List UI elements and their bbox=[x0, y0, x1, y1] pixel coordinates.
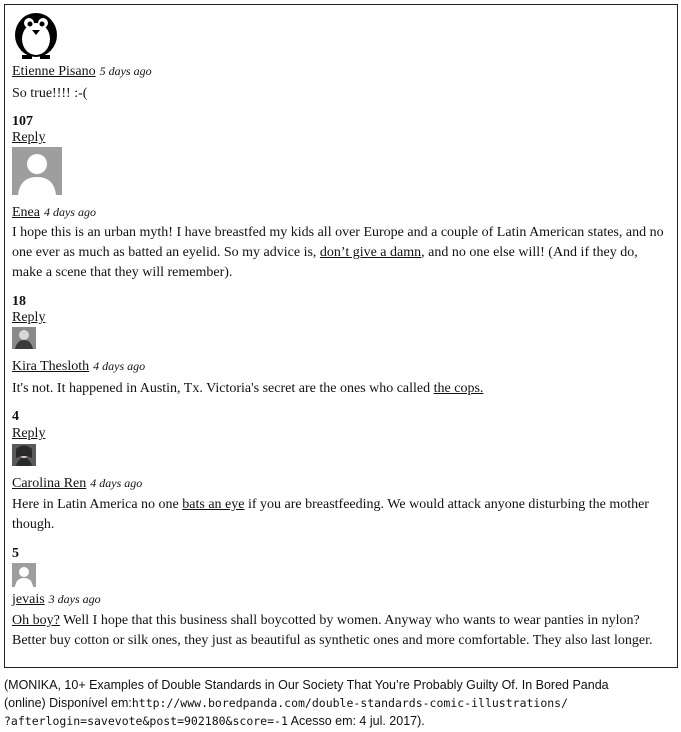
caption-line-1: (MONIKA, 10+ Examples of Double Standards in Our Society That You’re Probably Guilty Of. In Bored Panda bbox=[4, 678, 609, 692]
vote-count: 4 bbox=[12, 409, 19, 424]
reply-link[interactable]: Reply bbox=[12, 130, 46, 145]
comment-time: 3 days ago bbox=[48, 592, 101, 606]
reply-link[interactable]: Reply bbox=[12, 426, 46, 441]
comment-author[interactable]: Etienne Pisano bbox=[12, 64, 96, 79]
comment-text: Here in Latin America no one bats an eye if you are breastfeeding. We would attack anyone disturbing the mother though. bbox=[12, 497, 649, 532]
comment-header bbox=[12, 203, 96, 221]
photo-avatar-icon bbox=[12, 444, 36, 466]
comment-header bbox=[12, 474, 142, 492]
source-url[interactable]: http://www.boredpanda.com/double-standards-comic-illustrations/ bbox=[131, 696, 569, 710]
source-caption bbox=[4, 676, 680, 730]
caption-line-2: (online) Disponível em:http://www.boredpanda.com/double-standards-comic-illustrations/ bbox=[4, 696, 569, 710]
comment-time: 4 days ago bbox=[43, 205, 96, 219]
penguin-avatar-icon bbox=[12, 5, 60, 59]
comment-author[interactable]: Enea bbox=[12, 205, 40, 220]
comment-time: 4 days ago bbox=[93, 359, 146, 373]
vote-count: 5 bbox=[12, 546, 19, 561]
comment-time: 4 days ago bbox=[90, 476, 143, 490]
comment-text: So true!!!! :-( bbox=[12, 86, 88, 101]
comment-text: Oh boy? Well I hope that this business shall boycotted by women. Anyway who wants to wear panties in nylon? Better buy cotton or silk ones, they just as beautiful as synthetic ones and more comfortable. They also last longer. bbox=[12, 613, 653, 648]
caption-line-3: ?afterlogin=savevote&post=902180&score=-1 Acesso em: 4 jul. 2017). bbox=[4, 714, 425, 728]
comment-link[interactable]: Oh boy? bbox=[12, 613, 60, 628]
comment-header bbox=[12, 62, 152, 80]
vote-count: 18 bbox=[12, 294, 26, 309]
default-user-avatar-icon bbox=[12, 147, 62, 195]
comment-link[interactable]: the cops. bbox=[433, 381, 484, 396]
comment-author[interactable]: Carolina Ren bbox=[12, 476, 87, 491]
comment-text: I hope this is an urban myth! I have breastfed my kids all over Europe and a couple of Latin American states, and no one ever as much as batted an eyelid. So my advice is, don’t give a damn, and no one else will! (And if they do, make a scene that they will remember). bbox=[12, 225, 664, 280]
comment-text: It's not. It happened in Austin, Tx. Victoria's secret are the ones who called the cops. bbox=[12, 381, 484, 396]
comment-author[interactable]: jevais bbox=[12, 592, 45, 607]
reply-link[interactable]: Reply bbox=[12, 310, 46, 325]
comment-time: 5 days ago bbox=[99, 64, 152, 78]
comment-link[interactable]: bats an eye bbox=[182, 497, 245, 512]
comment-header bbox=[12, 357, 145, 375]
vote-count: 107 bbox=[12, 114, 33, 129]
photo-avatar-icon bbox=[12, 327, 36, 349]
default-user-avatar-icon bbox=[12, 563, 36, 587]
comment-author[interactable]: Kira Thesloth bbox=[12, 359, 90, 374]
comment-link[interactable]: don’t give a damn bbox=[319, 245, 422, 260]
comment-header bbox=[12, 590, 101, 608]
